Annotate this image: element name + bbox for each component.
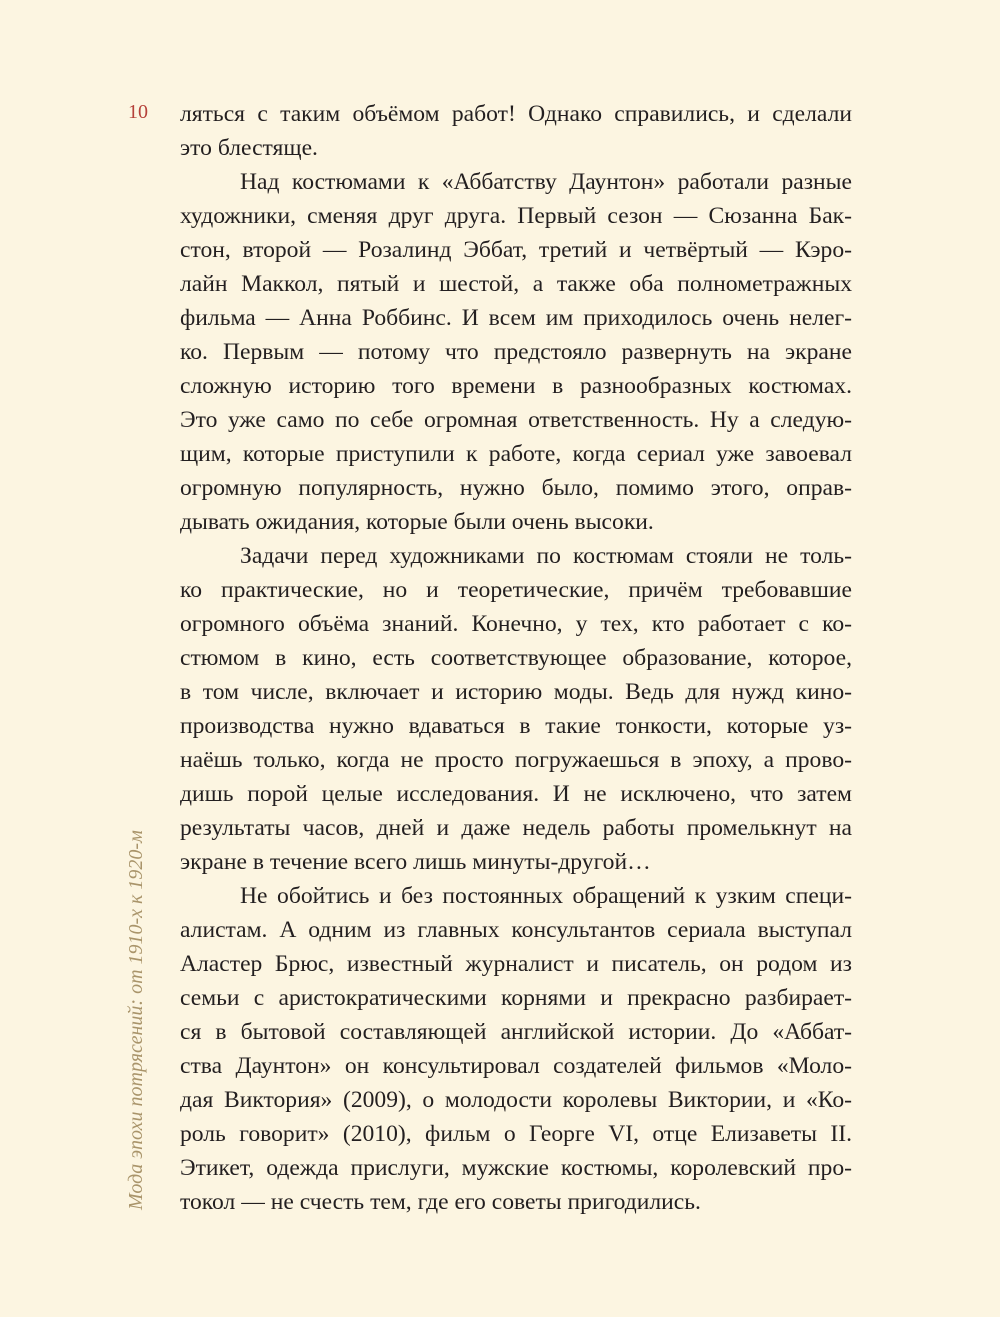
text-line: дая Виктория» (2009), о молодости королевы Виктории, и «Ко- xyxy=(180,1087,852,1113)
text-line: стон, второй — Розалинд Эббат, третий и четвёртый — Кэро- xyxy=(180,237,852,263)
text-line: ляться с таким объёмом работ! Однако справились, и сделали xyxy=(180,101,852,127)
text-line: семьи с аристократическими корнями и прекрасно разбирает- xyxy=(180,985,852,1011)
text-line: алистам. А одним из главных консультантов сериала выступал xyxy=(180,917,852,943)
text-line: ства Даунтон» он консультировал создателей фильмов «Моло- xyxy=(180,1053,852,1079)
text-line: фильма — Анна Роббинс. И всем им приходилось очень нелег- xyxy=(180,305,852,331)
paragraph-first-line: Задачи перед художниками по костюмам стояли не толь- xyxy=(240,543,852,569)
text-line: токол — не счесть тем, где его советы пригодились. xyxy=(180,1189,701,1215)
page-number: 10 xyxy=(128,101,148,123)
text-line: экране в течение всего лишь минуты-другой… xyxy=(180,849,651,875)
text-line: лайн Маккол, пятый и шестой, а также оба полнометражных xyxy=(180,271,852,297)
running-title: Мода эпохи потрясений: от 1910-х к 1920-м xyxy=(125,830,147,1210)
text-line: ко. Первым — потому что предстояло развернуть на экране xyxy=(180,339,852,365)
text-line: огромную популярность, нужно было, помимо этого, оправ- xyxy=(180,475,852,501)
text-line: в том числе, включает и историю моды. Ведь для нужд кино- xyxy=(180,679,852,705)
text-line: ко практические, но и теоретические, причём требовавшие xyxy=(180,577,852,603)
text-line: дывать ожидания, которые были очень высоки. xyxy=(180,509,654,535)
text-line: стюмом в кино, есть соответствующее образование, которое, xyxy=(180,645,852,671)
paragraph-first-line: Не обойтись и без постоянных обращений к узким специ- xyxy=(240,883,852,909)
text-line: наёшь только, когда не просто погружаешься в эпоху, а прово- xyxy=(180,747,852,773)
text-line: сложную историю того времени в разнообразных костюмах. xyxy=(180,373,852,399)
text-line: роль говорит» (2010), фильм о Георге VI, отце Елизаветы II. xyxy=(180,1121,852,1147)
text-line: Аластер Брюс, известный журналист и писатель, он родом из xyxy=(180,951,852,977)
text-line: ся в бытовой составляющей английской истории. До «Аббат- xyxy=(180,1019,852,1045)
text-line: дишь порой целые исследования. И не исключено, что затем xyxy=(180,781,852,807)
body-text xyxy=(180,97,852,1219)
text-line: огромного объёма знаний. Конечно, у тех, кто работает с ко- xyxy=(180,611,852,637)
text-line: производства нужно вдаваться в такие тонкости, которые уз- xyxy=(180,713,852,739)
text-line: щим, которые приступили к работе, когда сериал уже завоевал xyxy=(180,441,852,467)
text-line: результаты часов, дней и даже недель работы промелькнут на xyxy=(180,815,852,841)
text-line: Этикет, одежда прислуги, мужские костюмы, королевский про- xyxy=(180,1155,852,1181)
text-line: художники, сменяя друг друга. Первый сезон — Сюзанна Бак- xyxy=(180,203,852,229)
text-line: это блестяще. xyxy=(180,135,318,161)
text-line: Это уже само по себе огромная ответственность. Ну а следую- xyxy=(180,407,852,433)
paragraph-first-line: Над костюмами к «Аббатству Даунтон» работали разные xyxy=(240,169,852,195)
